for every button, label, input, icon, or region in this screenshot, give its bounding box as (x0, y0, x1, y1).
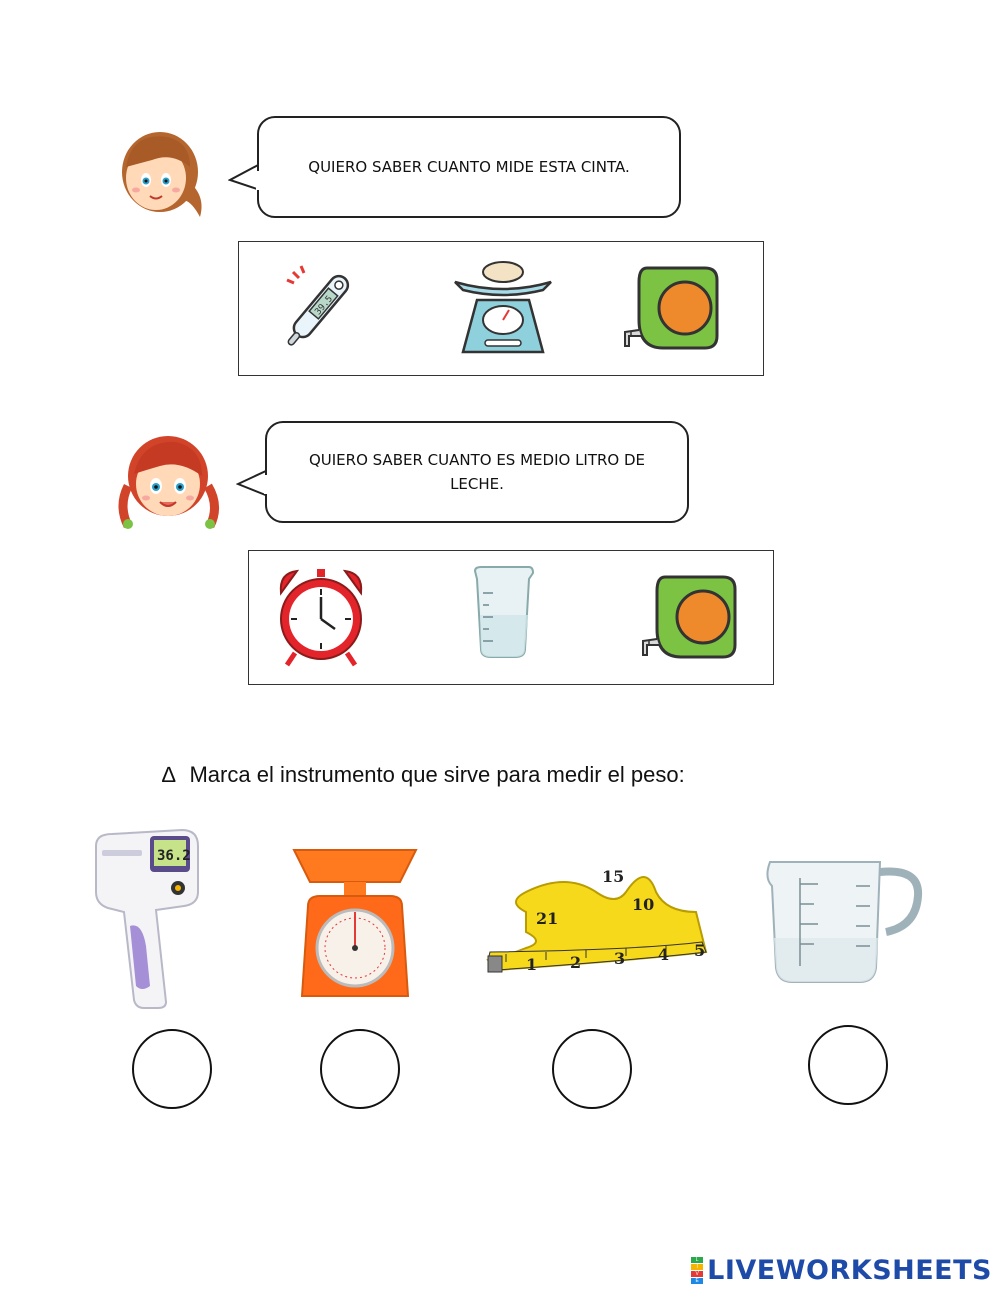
speech-bubble-1 (257, 116, 681, 218)
measuring-tape-image (486, 852, 714, 1000)
infrared-thermometer-image (86, 826, 206, 1010)
answer-circle-3[interactable] (552, 1029, 632, 1109)
svg-text:3: 3 (614, 949, 626, 968)
svg-text:10: 10 (632, 895, 655, 914)
speech-text-2-line2: LECHE. (450, 475, 504, 493)
options-box-1 (238, 241, 764, 376)
bubble-tail-cover-2 (264, 475, 269, 494)
bubble-tail-cover-1 (256, 171, 261, 190)
thermometer-display: 36.2 (157, 848, 191, 864)
alarm-clock-icon[interactable] (273, 563, 369, 669)
measuring-cup-image (760, 856, 924, 988)
svg-text:21: 21 (536, 909, 559, 928)
answer-circle-2[interactable] (320, 1029, 400, 1109)
svg-text:5: 5 (694, 941, 706, 960)
triangle-bullet-icon: ∆ (162, 762, 176, 787)
girl-avatar-1 (112, 122, 212, 222)
liveworksheets-logo (691, 1255, 992, 1286)
speech-text-1: QUIERO SABER CUANTO MIDE ESTA CINTA. (308, 158, 630, 176)
tape-measure-icon[interactable] (641, 569, 741, 665)
live-icon: L I V E (691, 1257, 703, 1284)
girl-avatar-2 (116, 426, 226, 538)
options-box-2 (248, 550, 774, 685)
svg-text:15: 15 (602, 867, 625, 886)
weight-question (162, 762, 685, 788)
svg-text:2: 2 (570, 953, 582, 972)
svg-text:1: 1 (526, 955, 538, 974)
measuring-beaker-icon[interactable] (471, 565, 537, 661)
answer-circle-1[interactable] (132, 1029, 212, 1109)
kitchen-scale-image (290, 846, 420, 1004)
tape-measure-icon[interactable] (623, 260, 723, 356)
kitchen-scale-icon[interactable] (447, 256, 557, 360)
thermometer-icon[interactable] (273, 260, 369, 356)
question-text: Marca el instrumento que sirve para medir el peso: (189, 762, 685, 787)
answer-circle-4[interactable] (808, 1025, 888, 1105)
brand-name: LIVEWORKSHEETS (707, 1255, 992, 1286)
svg-text:4: 4 (658, 945, 670, 964)
svg-text:39.5: 39.5 (313, 294, 336, 318)
speech-bubble-2 (265, 421, 689, 523)
speech-text-2-line1: QUIERO SABER CUANTO ES MEDIO LITRO DE (308, 451, 646, 469)
